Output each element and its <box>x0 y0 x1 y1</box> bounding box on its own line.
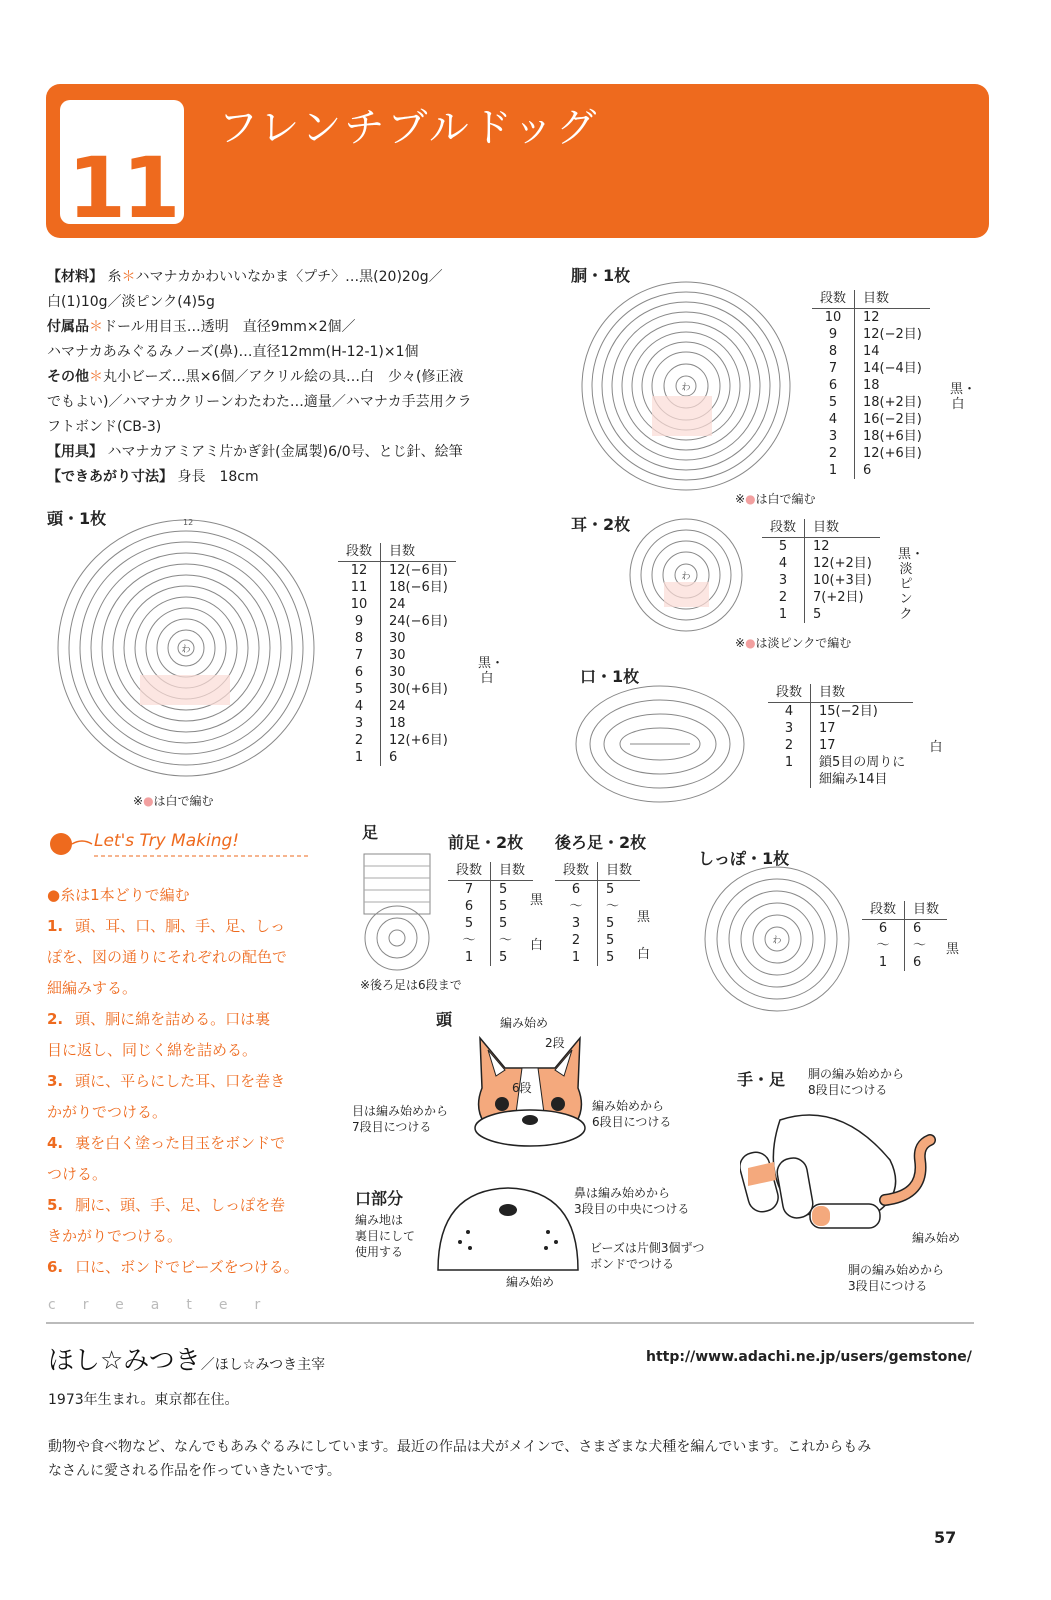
row-number-cell: 2 <box>768 737 811 754</box>
step-text: きかがりでつける。 <box>47 1227 183 1245</box>
body-section-title: 胴・1枚 <box>571 266 631 285</box>
row-number-cell: 〜 <box>862 937 905 954</box>
stitch-count-cell: 30(+6目) <box>389 682 448 697</box>
head-note: ※●は白で編む <box>133 794 214 808</box>
stitch-count-cell: 12(−6目) <box>389 563 448 578</box>
stitch-count-cell: 12 <box>863 310 880 325</box>
row-number-cell: 10 <box>338 596 381 613</box>
lets-try-step-line <box>47 1004 299 1035</box>
front-foot-color-top: 黒 <box>530 893 544 908</box>
stitch-count-cell: 5 <box>606 916 615 931</box>
row-number-cell: 1 <box>812 462 855 479</box>
row-number-cell: 2 <box>555 932 598 949</box>
materials-line: でもよい)／ハマナカクリーンわたわた…適量／ハマナカ手芸用クラ <box>47 394 472 410</box>
stitch-count-cell: 〜 <box>499 933 513 948</box>
table-row <box>762 555 880 572</box>
tail-color-label: 黒 <box>946 942 960 957</box>
table-row <box>812 377 930 394</box>
step-number: 1. <box>47 917 64 935</box>
lets-try-step-line <box>47 1221 299 1252</box>
step-text: 口に、ボンドでビーズをつける。 <box>75 1258 299 1276</box>
table-row <box>812 411 930 428</box>
ear-stitch-chart <box>624 517 748 633</box>
mouth-start-label: 編み始め <box>506 1275 555 1289</box>
stitch-count-cell: 鎖5目の周りに <box>819 755 906 770</box>
table-row <box>862 954 947 971</box>
hand-body-note: 胴の編み始めから 8段目につける <box>808 1067 905 1097</box>
table-row <box>338 715 456 732</box>
tail-row-table: 段数 目数 6 6 〜 〜 1 6 <box>862 901 947 971</box>
table-row <box>812 326 930 343</box>
hand-start-label: 編み始め <box>912 1231 961 1245</box>
stitch-count-cell: 30 <box>389 665 406 680</box>
row-number-cell: 2 <box>762 589 805 606</box>
stitch-count-cell: 12(+6目) <box>389 733 448 748</box>
lets-try-step-line <box>47 1190 299 1221</box>
stitch-count-cell: 7(+2目) <box>813 590 864 605</box>
row-number-cell: 8 <box>812 343 855 360</box>
ear-note: ※●は淡ピンクで編む <box>735 636 852 650</box>
stitch-count-cell: 12(−2目) <box>863 327 922 342</box>
table-row <box>812 428 930 445</box>
ear-row-table: 段数 目数 5 12 4 12(+2目) 3 10(+3目) 2 7(+2目) 1 5 <box>762 519 880 623</box>
stitch-count-cell: 5 <box>499 916 508 931</box>
lets-try-logo <box>46 822 316 862</box>
svg-text:12: 12 <box>183 518 194 527</box>
table-row <box>448 881 533 899</box>
head-row-table: 段数 目数 12 12(−6目) 11 18(−6目) 10 24 9 24(−6目) 8 30 7 30 6 30 5 30(+6目) 4 24 3 18 2 12(+6目) 1 6 <box>338 543 456 766</box>
table-row <box>812 394 930 411</box>
row-number-cell: 2 <box>812 445 855 462</box>
table-row <box>555 932 640 949</box>
row-number-cell: 3 <box>768 720 811 737</box>
table-row <box>555 898 640 915</box>
head-2row-label: 2段 <box>545 1036 565 1050</box>
materials-line: 【用具】 ハマナカアミアミ片かぎ針(金属製)6/0号、とじ針、絵筆 <box>47 444 463 460</box>
row-number-cell: 6 <box>555 881 598 899</box>
table-row <box>338 698 456 715</box>
stitch-count-cell: 12(+2目) <box>813 556 872 571</box>
table-row <box>555 881 640 899</box>
table-row <box>762 589 880 606</box>
lets-try-step-line <box>47 1159 299 1190</box>
stitch-count-cell: 5 <box>499 950 508 965</box>
materials-line: 【材料】 糸＊ハマナカかわいいなかま〈プチ〉…黒(20)20g／ <box>47 269 443 285</box>
body-row-table: 段数 目数 10 12 9 12(−2目) 8 14 7 14(−4目) 6 18 5 18(+2目) 4 16(−2目) 3 18(+6目) 2 12(+6目) 1 6 <box>812 290 930 479</box>
table-row <box>338 664 456 681</box>
stitch-count-cell: 18(+2目) <box>863 395 922 410</box>
table-row <box>768 703 913 721</box>
materials-line: フトボンド(CB-3) <box>47 419 162 435</box>
row-number-cell: 4 <box>338 698 381 715</box>
pattern-number: 11 <box>67 139 177 237</box>
mouth-illustration <box>428 1180 588 1280</box>
row-number-cell: 6 <box>812 377 855 394</box>
step-number: 2. <box>47 1010 64 1028</box>
beads-note: ビーズは片側3個ずつ ボンドでつける <box>590 1241 705 1271</box>
body-illustration <box>740 1100 940 1230</box>
page-number: 57 <box>934 1528 957 1547</box>
step-text: 胴に、頭、手、足、しっぽを巻 <box>75 1196 286 1214</box>
mouth-stitch-chart <box>572 682 752 806</box>
row-number-cell: 3 <box>762 572 805 589</box>
head-color-label: 黒・白 <box>478 656 505 686</box>
lets-try-step-line <box>47 1097 299 1128</box>
mouth-color-label: 白 <box>929 740 943 755</box>
step-number: 4. <box>47 1134 64 1152</box>
ear-attach-note: 編み始めから 6段目につける <box>592 1099 672 1129</box>
head-section-title: 頭・1枚 <box>47 509 107 528</box>
tail-section-title: しっぽ・1枚 <box>698 849 790 868</box>
step-text: 頭、耳、口、胴、手、足、しっ <box>75 917 286 935</box>
row-number-cell: 3 <box>555 915 598 932</box>
lets-try-step-line <box>47 1035 299 1066</box>
stitch-count-cell: 24 <box>389 597 406 612</box>
lets-try-step-line <box>47 973 299 1004</box>
assembly-head-label: 頭 <box>436 1010 453 1029</box>
step-text: 頭、胴に綿を詰める。口は裏 <box>75 1010 271 1028</box>
row-number-cell: 4 <box>768 703 811 721</box>
stitch-count-cell: 12 <box>813 539 830 554</box>
materials-line: 【できあがり寸法】 身長 18cm <box>47 469 259 485</box>
body-stitch-chart <box>572 278 802 498</box>
table-row <box>812 309 930 327</box>
stitch-count-cell: 18 <box>863 378 880 393</box>
stitch-count-cell: 18 <box>389 716 406 731</box>
body-color-label: 黒・白 <box>950 382 977 412</box>
row-number-cell: 9 <box>338 613 381 630</box>
table-row <box>338 562 456 580</box>
page-title: フレンチブルドッグ <box>218 105 600 151</box>
back-foot-table: 段数 目数 6 5 〜 〜 3 5 2 5 1 5 <box>555 862 640 966</box>
mouth-row-table: 段数 目数 4 15(−2目) 3 17 2 17 1 鎖5目の周りに 細編み14目 <box>768 684 913 788</box>
step-text: 裏を白く塗った目玉をボンドで <box>75 1134 286 1152</box>
step-text: 細編みする。 <box>47 979 138 997</box>
table-row <box>862 937 947 954</box>
foot-stitch-chart <box>360 850 436 974</box>
stitch-count-cell: 14 <box>863 344 880 359</box>
front-foot-table: 段数 目数 7 5 6 5 5 5 〜 〜 1 5 <box>448 862 533 966</box>
stitch-count-cell: 6 <box>389 750 398 765</box>
creator-name: ほし☆みつき／ほし☆みつき主宰 <box>48 1346 326 1376</box>
table-row <box>338 681 456 698</box>
row-number-cell: 12 <box>338 562 381 580</box>
row-number-cell: 6 <box>338 664 381 681</box>
table-row <box>338 749 456 766</box>
creator-url[interactable]: http://www.adachi.ne.jp/users/gemstone/ <box>646 1349 972 1365</box>
assembly-mouth-label: 口部分 <box>355 1189 404 1208</box>
table-row <box>762 572 880 589</box>
row-number-cell: 8 <box>338 630 381 647</box>
row-number-cell: 5 <box>812 394 855 411</box>
materials-line: ハマナカあみぐるみノーズ(鼻)…直径12mm(H-12-1)×1個 <box>47 344 419 360</box>
body-note: ※●は白で編む <box>735 492 816 506</box>
svg-text:わ: わ <box>772 936 782 946</box>
stitch-count-cell: 18(+6目) <box>863 429 922 444</box>
row-number-cell: 1 <box>762 606 805 623</box>
head-stitch-chart <box>55 510 325 790</box>
row-number-cell: 1 <box>768 754 811 771</box>
lets-try-step-line <box>47 942 299 973</box>
ear-section-title: 耳・2枚 <box>571 515 631 534</box>
step-text: つける。 <box>47 1165 108 1183</box>
table-row <box>448 915 533 932</box>
step-text: かがりでつける。 <box>47 1103 168 1121</box>
materials-line: 付属品＊ドール用目玉…透明 直径9mm×2個／ <box>47 319 356 335</box>
foot-note: ※後ろ足は6段まで <box>360 978 462 992</box>
nose-note: 鼻は編み始めから 3段目の中央につける <box>574 1186 690 1216</box>
table-row <box>762 606 880 623</box>
stitch-count-cell: 5 <box>813 607 822 622</box>
head-start-label: 編み始め <box>500 1016 549 1030</box>
creator-label: creater <box>48 1297 288 1313</box>
row-number-cell: 1 <box>338 749 381 766</box>
row-number-cell: 5 <box>448 915 491 932</box>
stitch-count-cell: 5 <box>606 882 615 897</box>
stitch-count-cell: 5 <box>606 950 615 965</box>
table-row <box>768 720 913 737</box>
row-number-cell: 4 <box>762 555 805 572</box>
head-6row-label: 6段 <box>512 1081 532 1095</box>
row-number-cell: 3 <box>338 715 381 732</box>
mouth-reverse-note: 編み地は 裏目にして 使用する <box>355 1213 416 1259</box>
row-number-cell: 7 <box>812 360 855 377</box>
step-number: 3. <box>47 1072 64 1090</box>
table-row <box>812 360 930 377</box>
lets-try-steps <box>47 911 299 1283</box>
back-foot-color-top: 黒 <box>637 910 651 925</box>
row-number-cell: 9 <box>812 326 855 343</box>
table-row <box>862 920 947 938</box>
stitch-count-cell: 5 <box>606 933 615 948</box>
lets-try-step-line <box>47 1066 299 1097</box>
step-number: 5. <box>47 1196 64 1214</box>
ear-color-label: 黒・淡ピンク <box>898 547 925 622</box>
svg-text:わ: わ <box>681 383 691 393</box>
stitch-count-cell: 18(−6目) <box>389 580 448 595</box>
row-number-cell: 1 <box>448 949 491 966</box>
stitch-count-cell: 16(−2目) <box>863 412 922 427</box>
table-row <box>768 737 913 754</box>
row-number-cell: 6 <box>448 898 491 915</box>
table-row <box>448 898 533 915</box>
materials-line: 白(1)10g／淡ピンク(4)5g <box>47 294 215 310</box>
stitch-count-cell: 6 <box>913 955 922 970</box>
table-row <box>762 538 880 556</box>
row-number-cell: 7 <box>448 881 491 899</box>
row-number-cell: 〜 <box>448 932 491 949</box>
row-number-cell: 3 <box>812 428 855 445</box>
table-row <box>555 949 640 966</box>
table-row <box>448 949 533 966</box>
table-row <box>338 732 456 749</box>
stitch-count-cell: 17 <box>819 738 836 753</box>
row-number-cell: 10 <box>812 309 855 327</box>
table-row <box>338 630 456 647</box>
table-row <box>338 613 456 630</box>
svg-text:わ: わ <box>181 645 191 655</box>
lets-try-step-line <box>47 911 299 942</box>
row-number-cell: 1 <box>862 954 905 971</box>
svg-text:わ: わ <box>681 572 691 582</box>
step-text: 目に返し、同じく綿を詰める。 <box>47 1041 258 1059</box>
stitch-count-cell: 10(+3目) <box>813 573 872 588</box>
table-row <box>338 647 456 664</box>
back-foot-title: 後ろ足・2枚 <box>555 833 647 852</box>
row-number-cell: 7 <box>338 647 381 664</box>
stitch-count-cell: 6 <box>863 463 872 478</box>
stitch-count-cell: 14(−4目) <box>863 361 922 376</box>
row-number-cell: 2 <box>338 732 381 749</box>
row-number-cell <box>768 771 811 788</box>
lets-try-step-line <box>47 1252 299 1283</box>
table-row <box>812 343 930 360</box>
front-foot-title: 前足・2枚 <box>448 833 524 852</box>
eye-note: 目は編み始めから 7段目につける <box>352 1104 449 1134</box>
stitch-count-cell: 〜 <box>606 899 620 914</box>
stitch-count-cell: 30 <box>389 631 406 646</box>
table-row <box>768 771 913 788</box>
creator-bio-3: なさんに愛される作品を作っていきたいです。 <box>48 1463 341 1479</box>
stitch-count-cell: 30 <box>389 648 406 663</box>
stitch-count-cell: 5 <box>499 882 508 897</box>
stitch-count-cell: 17 <box>819 721 836 736</box>
lets-try-logo-text: Let's Try Making! <box>94 831 240 851</box>
table-row <box>338 596 456 613</box>
table-row <box>768 754 913 771</box>
back-foot-color-bottom: 白 <box>637 947 651 962</box>
creator-bio-1: 1973年生まれ。東京都在住。 <box>48 1392 239 1408</box>
stitch-count-cell: 12(+6目) <box>863 446 922 461</box>
row-number-cell: 5 <box>762 538 805 556</box>
lets-try-intro: ●糸は1本どりで編む <box>47 886 190 904</box>
lets-try-step-line <box>47 1128 299 1159</box>
table-row <box>448 932 533 949</box>
step-text: 頭に、平らにした耳、口を巻き <box>75 1072 286 1090</box>
mouth-section-title: 口・1枚 <box>580 667 640 686</box>
creator-bio-2: 動物や食べ物など、なんでもあみぐるみにしています。最近の作品は犬がメインで、さまざまな犬種を編んでいます。これからもみ <box>48 1439 872 1455</box>
front-foot-color-bottom: 白 <box>530 938 544 953</box>
row-number-cell: 〜 <box>555 898 598 915</box>
assembly-hand-label: 手・足 <box>737 1070 786 1089</box>
table-row <box>812 462 930 479</box>
stitch-count-cell: 5 <box>499 899 508 914</box>
step-number: 6. <box>47 1258 64 1276</box>
creator-divider <box>46 1322 974 1324</box>
stitch-count-cell: 〜 <box>913 938 927 953</box>
stitch-count-cell: 細編み14目 <box>819 772 888 787</box>
stitch-count-cell: 24 <box>389 699 406 714</box>
stitch-count-cell: 15(−2目) <box>819 704 878 719</box>
table-row <box>338 579 456 596</box>
table-row <box>555 915 640 932</box>
stitch-count-cell: 6 <box>913 921 922 936</box>
head-illustration <box>460 1028 600 1148</box>
foot-section-title: 足 <box>362 823 379 842</box>
row-number-cell: 4 <box>812 411 855 428</box>
materials-line: その他＊丸小ビーズ…黒×6個／アクリル絵の具…白 少々(修正液 <box>47 369 464 385</box>
row-number-cell: 11 <box>338 579 381 596</box>
tail-stitch-chart <box>703 865 853 1015</box>
hand-body3-note: 胴の編み始めから 3段目につける <box>848 1263 945 1293</box>
row-number-cell: 6 <box>862 920 905 938</box>
row-number-cell: 1 <box>555 949 598 966</box>
step-text: ぽを、図の通りにそれぞれの配色で <box>47 948 288 966</box>
table-row <box>812 445 930 462</box>
stitch-count-cell: 24(−6目) <box>389 614 448 629</box>
row-number-cell: 5 <box>338 681 381 698</box>
